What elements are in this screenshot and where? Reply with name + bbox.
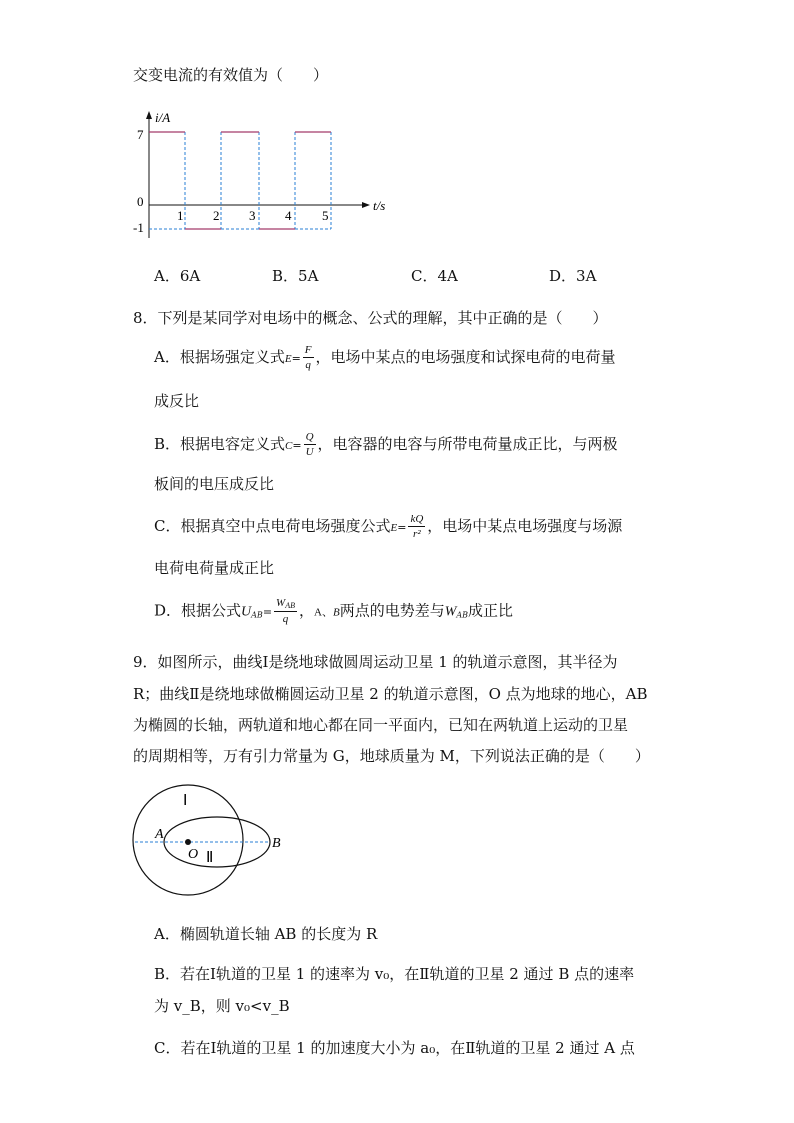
y-tick-0: 0	[137, 194, 144, 209]
q8b-num: Q	[305, 431, 314, 443]
q8-option-a-cont: 成反比	[154, 392, 200, 410]
q8-option-b-cont: 板间的电压成反比	[154, 475, 275, 493]
q8c-fraction	[408, 514, 425, 540]
q8d-point-b: B	[332, 606, 340, 619]
q7-option-d: D．3A	[549, 267, 597, 285]
x-tick-2: 2	[213, 208, 220, 223]
q8-option-c-cont: 电荷电荷量成正比	[154, 559, 275, 577]
earth-center-dot	[185, 839, 191, 845]
label-orbit-II: Ⅱ	[206, 850, 214, 866]
q8a-post: ，电场中某点的电场强度和试探电荷的电荷量	[315, 348, 616, 366]
q7-current-graph	[125, 108, 405, 243]
q8d-sep: 、	[321, 606, 333, 619]
y-axis-label: i/A	[155, 110, 171, 125]
q8d-fraction	[274, 598, 297, 625]
q8c-pre: C．根据真空中点电荷电场强度公式	[154, 517, 391, 535]
x-axis-label: t/s	[373, 198, 386, 213]
x-tick-4: 4	[285, 208, 292, 223]
q8d-den: q	[282, 613, 289, 625]
q8b-lhs: C	[285, 440, 293, 452]
q8a-num: F	[304, 344, 312, 356]
q8a-fraction	[303, 345, 314, 371]
q8c-equals: =	[397, 521, 407, 534]
q9-line-2: R；曲线Ⅱ是绕地球做椭圆运动卫星 2 的轨道示意图，O 点为地球的地心，AB	[133, 685, 648, 703]
q8-option-d	[154, 598, 513, 625]
q8d-point-a: A	[314, 606, 322, 619]
q7-stem: 交变电流的有效值为（ ）	[133, 66, 329, 84]
q8d-num-sub: AB	[285, 601, 295, 610]
x-tick-1: 1	[177, 208, 184, 223]
x-tick-3: 3	[249, 208, 256, 223]
q8d-w: W	[444, 604, 457, 620]
q8b-den: U	[305, 446, 314, 458]
q8b-fraction	[304, 432, 316, 458]
q9-option-c-line-1: C．若在Ⅰ轨道的卫星 1 的加速度大小为 a₀，在Ⅱ轨道的卫星 2 通过 A 点	[154, 1039, 635, 1057]
q9-line-3: 为椭圆的长轴，两轨道和地心都在同一平面内，已知在两轨道上运动的卫星	[133, 716, 629, 734]
q8d-post: 成正比	[468, 601, 514, 620]
q8-stem: 8．下列是某同学对电场中的概念、公式的理解，其中正确的是（ ）	[133, 309, 608, 327]
q9-orbit-figure	[128, 782, 298, 900]
q7-option-b: B．5A	[272, 267, 319, 285]
label-point-B: B	[272, 836, 281, 851]
q8b-post: ，电容器的电容与所带电荷量成正比，与两极	[317, 435, 618, 453]
q8d-lhs-sub: AB	[251, 610, 263, 620]
q8a-pre: A．根据场强定义式	[154, 348, 285, 366]
q9-line-4: 的周期相等，万有引力常量为 G，地球质量为 M，下列说法正确的是（ ）	[133, 747, 650, 765]
q8a-den: q	[305, 359, 311, 371]
q8-option-a	[154, 345, 616, 371]
q7-option-c: C．4A	[411, 267, 458, 285]
y-tick-7: 7	[137, 127, 144, 142]
q8c-lhs: E	[390, 522, 398, 534]
q8c-post: ，电场中某点电场强度与场源	[427, 517, 623, 535]
q8-option-b	[154, 432, 618, 458]
q9-line-1: 9．如图所示，曲线Ⅰ是绕地球做圆周运动卫星 1 的轨道示意图，其半径为	[133, 653, 618, 671]
x-axis-arrow	[362, 202, 370, 208]
label-orbit-I: Ⅰ	[183, 793, 188, 809]
q8d-mid: 两点的电势差与	[339, 601, 445, 620]
q8-option-c	[154, 514, 622, 540]
label-point-O: O	[188, 847, 199, 862]
q8c-num: kQ	[410, 513, 424, 525]
q8b-equals: =	[292, 439, 302, 452]
q9-option-a: A．椭圆轨道长轴 AB 的长度为 R	[154, 925, 378, 943]
x-tick-5: 5	[322, 208, 329, 223]
q8d-lhs: U	[241, 604, 252, 620]
q8a-equals: =	[291, 352, 301, 365]
q8d-w-sub: AB	[456, 610, 469, 620]
q8b-pre: B．根据电容定义式	[154, 435, 286, 453]
q8d-comma: ，	[298, 601, 314, 620]
q9-option-b-line-1: B．若在Ⅰ轨道的卫星 1 的速率为 v₀，在Ⅱ轨道的卫星 2 通过 B 点的速率	[154, 965, 635, 983]
q8a-lhs: E	[284, 353, 292, 365]
q9-option-b-line-2: 为 v_B，则 v₀<v_B	[154, 997, 290, 1015]
q8c-den: r²	[413, 528, 421, 540]
q8d-num: W	[276, 597, 286, 609]
q8d-pre: D．根据公式	[154, 601, 242, 620]
y-axis-arrow	[146, 111, 152, 119]
y-tick-neg1: -1	[133, 220, 144, 235]
q7-option-a: A．6A	[154, 267, 201, 285]
q8d-equals: =	[262, 605, 273, 619]
label-point-A: A	[155, 827, 164, 842]
